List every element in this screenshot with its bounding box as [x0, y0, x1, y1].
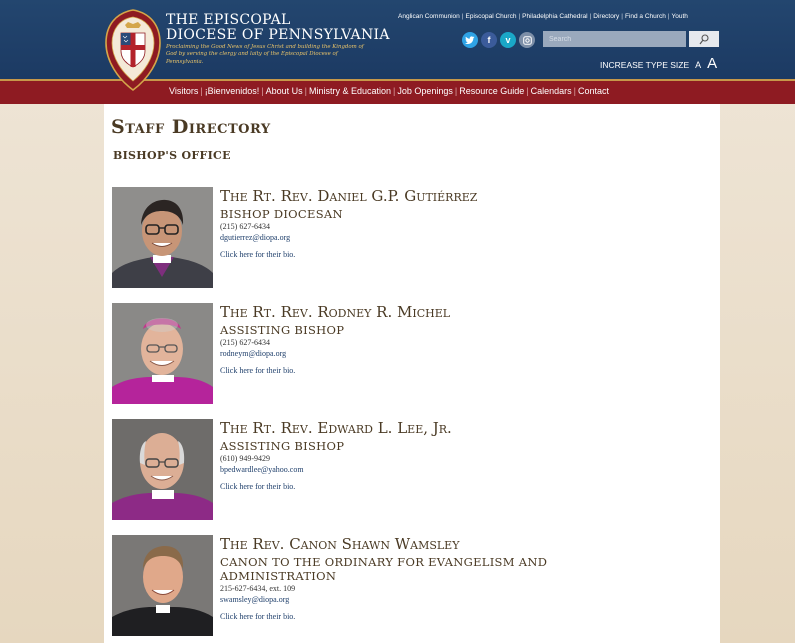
- separator: |: [261, 86, 264, 96]
- page-title: Staff Directory: [111, 116, 271, 138]
- type-size-large-button[interactable]: A: [707, 55, 718, 72]
- staff-phone: (215) 627-6434: [220, 338, 270, 347]
- nav-calendars[interactable]: Calendars: [530, 86, 572, 96]
- separator: |: [589, 13, 592, 20]
- site-tagline: Proclaiming the Good News of Jesus Christ and building the Kingdom of God by serving the clergy and laity of the Episcopal Diocese of Pennsylvania.: [166, 44, 364, 65]
- nav-job-openings[interactable]: Job Openings: [397, 86, 453, 96]
- nav-visitors[interactable]: Visitors: [169, 86, 199, 96]
- link-find-a-church[interactable]: Find a Church: [624, 13, 666, 20]
- type-size-control: [600, 55, 717, 72]
- search-icon: [699, 34, 709, 45]
- staff-email[interactable]: dgutierrez@diopa.org: [220, 233, 291, 242]
- staff-photo: [112, 303, 213, 404]
- site-title-line1: THE EPISCOPAL: [166, 12, 291, 28]
- separator: |: [518, 13, 521, 20]
- link-directory[interactable]: Directory: [593, 13, 620, 20]
- staff-entry: [112, 187, 712, 289]
- staff-role-line: ADMINISTRATION: [220, 569, 337, 583]
- staff-entry: [112, 419, 712, 521]
- separator: |: [526, 86, 529, 96]
- facebook-icon[interactable]: f: [481, 32, 497, 48]
- separator: |: [573, 86, 576, 96]
- instagram-icon[interactable]: [519, 32, 535, 48]
- section-title: BISHOP'S OFFICE: [113, 149, 231, 162]
- separator: |: [200, 86, 203, 96]
- separator: |: [461, 13, 464, 20]
- staff-email[interactable]: bpedwardlee@yahoo.com: [220, 465, 304, 474]
- search-button[interactable]: [689, 31, 719, 47]
- separator: |: [621, 13, 623, 20]
- staff-phone: (610) 949-9429: [220, 454, 270, 463]
- twitter-icon[interactable]: [462, 32, 478, 48]
- main-content: [104, 104, 720, 643]
- staff-bio-link[interactable]: Click here for their bio.: [220, 482, 296, 491]
- staff-role: BISHOP DIOCESAN: [220, 207, 343, 221]
- separator: |: [667, 13, 670, 20]
- staff-role: [220, 555, 640, 583]
- separator: |: [393, 86, 396, 96]
- staff-photo: [112, 535, 213, 636]
- link-philadelphia-cathedral[interactable]: Philadelphia Cathedral: [522, 13, 588, 20]
- staff-photo: [112, 187, 213, 288]
- type-size-small-button[interactable]: A: [695, 60, 702, 70]
- staff-bio-link[interactable]: Click here for their bio.: [220, 250, 296, 259]
- site-title[interactable]: [166, 13, 390, 43]
- utility-links: [398, 13, 688, 20]
- social-links: [462, 32, 535, 48]
- link-youth[interactable]: Youth: [671, 13, 688, 20]
- staff-name: The Rt. Rev. Rodney R. Michel: [220, 303, 451, 321]
- staff-phone: 215-627-6434, ext. 109: [220, 584, 296, 593]
- site-title-line2: DIOCESE OF PENNSYLVANIA: [166, 27, 390, 43]
- link-episcopal-church[interactable]: Episcopal Church: [465, 13, 517, 20]
- staff-name: The Rt. Rev. Edward L. Lee, Jr.: [220, 419, 452, 437]
- nav-contact[interactable]: Contact: [578, 86, 610, 96]
- nav-resource-guide[interactable]: Resource Guide: [459, 86, 525, 96]
- nav-bienvenidos[interactable]: ¡Bienvenidos!: [204, 86, 260, 96]
- staff-photo: [112, 419, 213, 520]
- staff-entry: [112, 303, 712, 405]
- separator: |: [454, 86, 458, 96]
- staff-bio-link[interactable]: Click here for their bio.: [220, 612, 296, 621]
- nav-ministry-education[interactable]: Ministry & Education: [308, 86, 391, 96]
- nav-about-us[interactable]: About Us: [265, 86, 303, 96]
- search-input[interactable]: [543, 31, 686, 47]
- staff-phone: (215) 627-6434: [220, 222, 270, 231]
- staff-role-line: CANON TO THE ORDINARY FOR EVANGELISM AND: [220, 555, 548, 569]
- staff-role: ASSISTING BISHOP: [220, 439, 345, 453]
- vimeo-icon[interactable]: v: [500, 32, 516, 48]
- link-anglican-communion[interactable]: Anglican Communion: [398, 13, 460, 20]
- diocese-seal-logo[interactable]: [104, 9, 162, 91]
- staff-email[interactable]: swamsley@diopa.org: [220, 595, 290, 604]
- type-size-label: INCREASE TYPE SIZE: [600, 60, 690, 70]
- staff-name: The Rt. Rev. Daniel G.P. Gutiérrez: [220, 187, 478, 205]
- staff-entry: [112, 535, 712, 637]
- staff-name: The Rev. Canon Shawn Wamsley: [220, 535, 460, 553]
- staff-bio-link[interactable]: Click here for their bio.: [220, 366, 296, 375]
- staff-role: ASSISTING BISHOP: [220, 323, 345, 337]
- staff-email[interactable]: rodneym@diopa.org: [220, 349, 287, 358]
- separator: |: [304, 86, 307, 96]
